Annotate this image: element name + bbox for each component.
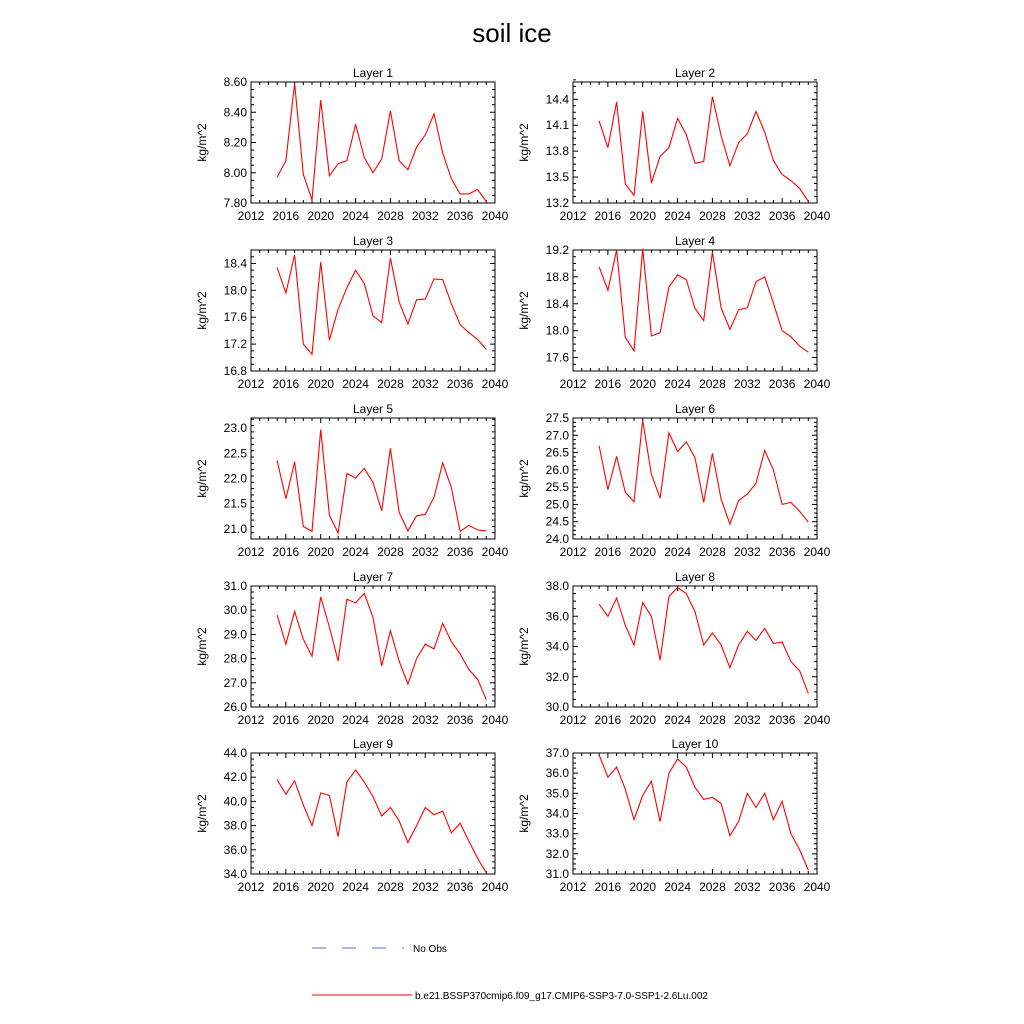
y-tick-label: 22.5 xyxy=(223,446,247,461)
x-tick-label: 2032 xyxy=(411,880,439,894)
y-tick-label: 13.2 xyxy=(545,196,569,210)
legend-obs-label: No Obs xyxy=(413,944,447,955)
x-tick-label: 2024 xyxy=(664,713,691,727)
y-tick-label: 36.0 xyxy=(223,842,247,857)
panel-layer-2 xyxy=(517,66,831,223)
y-axis-label: kg/m^2 xyxy=(517,123,531,162)
series-line xyxy=(277,255,486,355)
panel-layer-8 xyxy=(517,570,831,727)
x-tick-label: 2020 xyxy=(307,209,335,223)
x-tick-label: 2020 xyxy=(307,545,335,559)
y-tick-label: 14.1 xyxy=(545,118,569,133)
y-tick-label: 18.4 xyxy=(223,256,247,271)
series-line xyxy=(599,755,808,870)
y-tick-label: 29.0 xyxy=(223,627,247,642)
plot-frame xyxy=(573,586,817,707)
x-tick-label: 2028 xyxy=(699,545,726,559)
y-tick-label: 17.6 xyxy=(545,350,569,365)
x-tick-label: 2028 xyxy=(377,713,404,727)
y-tick-label: 34.0 xyxy=(545,639,569,654)
y-tick-label: 17.6 xyxy=(223,310,247,325)
x-tick-label: 2016 xyxy=(272,377,300,391)
x-tick-label: 2012 xyxy=(559,377,587,391)
y-tick-label: 27.0 xyxy=(545,428,569,443)
y-axis-label: kg/m^2 xyxy=(195,291,209,330)
x-tick-label: 2012 xyxy=(559,209,587,223)
plot-frame xyxy=(573,753,817,874)
legend-model-label: b.e21.BSSP370cmip6.f09_g17.CMIP6-SSP3-7.0-SSP1-2.6Lu.002 xyxy=(415,991,708,1002)
y-tick-label: 37.0 xyxy=(545,746,569,760)
x-tick-label: 2028 xyxy=(699,209,726,223)
panel-layer-7 xyxy=(195,570,509,727)
x-tick-label: 2040 xyxy=(481,545,509,559)
y-tick-label: 18.0 xyxy=(223,283,247,298)
y-tick-label: 21.5 xyxy=(223,496,247,511)
x-tick-label: 2012 xyxy=(559,713,587,727)
x-tick-label: 2028 xyxy=(377,377,404,391)
x-tick-label: 2024 xyxy=(342,713,369,727)
x-tick-label: 2020 xyxy=(629,545,657,559)
panel-title: Layer 9 xyxy=(352,737,394,751)
x-tick-label: 2016 xyxy=(594,880,622,894)
panel-title: Layer 2 xyxy=(674,66,716,80)
y-tick-label: 36.0 xyxy=(545,766,569,781)
y-tick-label: 30.0 xyxy=(545,700,569,714)
x-tick-label: 2012 xyxy=(237,713,265,727)
series-line xyxy=(277,593,486,699)
panel-title: Layer 4 xyxy=(674,234,716,248)
y-axis-label: kg/m^2 xyxy=(517,459,531,498)
x-tick-label: 2016 xyxy=(272,713,300,727)
y-tick-label: 13.8 xyxy=(545,144,569,159)
x-tick-label: 2036 xyxy=(768,377,796,391)
x-tick-label: 2020 xyxy=(629,377,657,391)
x-tick-label: 2040 xyxy=(803,545,831,559)
x-tick-label: 2024 xyxy=(342,880,369,894)
y-tick-label: 21.0 xyxy=(223,521,247,536)
series-line xyxy=(599,420,808,524)
x-tick-label: 2032 xyxy=(733,377,761,391)
plot-frame xyxy=(251,586,495,707)
y-tick-label: 34.0 xyxy=(223,867,247,881)
y-tick-label: 18.8 xyxy=(545,269,569,284)
legend xyxy=(312,944,708,1002)
x-tick-label: 2016 xyxy=(594,209,622,223)
x-tick-label: 2032 xyxy=(411,377,439,391)
x-tick-label: 2020 xyxy=(307,880,335,894)
y-axis-label: kg/m^2 xyxy=(195,459,209,498)
x-tick-label: 2016 xyxy=(272,880,300,894)
panel-layer-5 xyxy=(195,402,509,559)
y-tick-label: 8.60 xyxy=(223,75,247,89)
y-tick-label: 19.2 xyxy=(545,243,569,257)
panel-title: Layer 3 xyxy=(352,234,394,248)
y-tick-label: 26.0 xyxy=(545,462,569,477)
x-tick-label: 2036 xyxy=(446,880,474,894)
x-tick-label: 2028 xyxy=(377,545,404,559)
y-tick-label: 23.0 xyxy=(223,421,247,436)
y-tick-label: 25.5 xyxy=(545,480,569,495)
y-tick-label: 27.5 xyxy=(545,411,569,425)
y-tick-label: 24.0 xyxy=(545,532,569,546)
panel-layer-4 xyxy=(517,234,831,391)
x-tick-label: 2016 xyxy=(594,713,622,727)
x-tick-label: 2020 xyxy=(629,880,657,894)
x-tick-label: 2012 xyxy=(559,880,587,894)
x-tick-label: 2012 xyxy=(237,377,265,391)
y-tick-label: 27.0 xyxy=(223,675,247,690)
series-line xyxy=(599,97,808,202)
x-tick-label: 2032 xyxy=(733,713,761,727)
x-tick-label: 2040 xyxy=(803,713,831,727)
x-tick-label: 2028 xyxy=(699,377,726,391)
y-tick-label: 38.0 xyxy=(223,818,247,833)
panel-title: Layer 6 xyxy=(674,402,716,416)
x-tick-label: 2024 xyxy=(664,209,691,223)
x-tick-label: 2012 xyxy=(237,545,265,559)
panel-layer-3 xyxy=(195,234,509,391)
y-tick-label: 26.0 xyxy=(223,700,247,714)
y-axis-label: kg/m^2 xyxy=(517,291,531,330)
x-tick-label: 2016 xyxy=(272,545,300,559)
y-tick-label: 33.0 xyxy=(545,826,569,841)
y-tick-label: 17.2 xyxy=(223,337,247,352)
x-tick-label: 2024 xyxy=(342,377,369,391)
x-tick-label: 2024 xyxy=(664,880,691,894)
y-tick-label: 16.8 xyxy=(223,364,247,378)
y-tick-label: 38.0 xyxy=(545,579,569,593)
y-tick-label: 32.0 xyxy=(545,669,569,684)
y-tick-label: 31.0 xyxy=(545,867,569,881)
y-tick-label: 8.00 xyxy=(223,165,247,180)
x-tick-label: 2020 xyxy=(629,713,657,727)
x-tick-label: 2040 xyxy=(481,880,509,894)
figure-title: soil ice xyxy=(472,18,552,48)
x-tick-label: 2024 xyxy=(342,209,369,223)
x-tick-label: 2040 xyxy=(803,209,831,223)
y-tick-label: 40.0 xyxy=(223,794,247,809)
x-tick-label: 2036 xyxy=(768,713,796,727)
x-tick-label: 2036 xyxy=(446,377,474,391)
x-tick-label: 2036 xyxy=(768,209,796,223)
x-tick-label: 2024 xyxy=(342,545,369,559)
x-tick-label: 2028 xyxy=(699,713,726,727)
y-tick-label: 34.0 xyxy=(545,806,569,821)
plot-frame xyxy=(573,250,817,371)
series-line xyxy=(599,249,808,353)
y-tick-label: 18.0 xyxy=(545,323,569,338)
x-tick-label: 2040 xyxy=(481,377,509,391)
y-tick-label: 24.5 xyxy=(545,514,569,529)
x-tick-label: 2040 xyxy=(803,880,831,894)
panels xyxy=(195,66,831,894)
x-tick-label: 2020 xyxy=(307,713,335,727)
x-tick-label: 2012 xyxy=(237,209,265,223)
panel-layer-6 xyxy=(517,402,831,559)
x-tick-label: 2032 xyxy=(733,209,761,223)
x-tick-label: 2040 xyxy=(481,713,509,727)
series-line xyxy=(277,430,486,533)
x-tick-label: 2040 xyxy=(803,377,831,391)
x-tick-label: 2032 xyxy=(411,209,439,223)
x-tick-label: 2012 xyxy=(559,545,587,559)
panel-title: Layer 5 xyxy=(352,402,394,416)
x-tick-label: 2036 xyxy=(768,880,796,894)
y-axis-label: kg/m^2 xyxy=(195,123,209,162)
panel-layer-9 xyxy=(195,737,509,894)
panel-layer-1 xyxy=(195,66,509,223)
series-line xyxy=(277,770,486,873)
x-tick-label: 2024 xyxy=(664,377,691,391)
y-tick-label: 8.20 xyxy=(223,135,247,150)
y-tick-label: 32.0 xyxy=(545,846,569,861)
x-tick-label: 2016 xyxy=(272,209,300,223)
x-tick-label: 2020 xyxy=(629,209,657,223)
panel-layer-10 xyxy=(517,737,831,894)
y-tick-label: 14.4 xyxy=(545,92,569,107)
series-line xyxy=(599,588,808,694)
y-axis-label: kg/m^2 xyxy=(195,794,209,833)
x-tick-label: 2032 xyxy=(733,880,761,894)
x-tick-label: 2012 xyxy=(237,880,265,894)
y-tick-label: 13.5 xyxy=(545,170,569,185)
x-tick-label: 2016 xyxy=(594,545,622,559)
plot-frame xyxy=(251,753,495,874)
x-tick-label: 2036 xyxy=(446,713,474,727)
y-tick-label: 36.0 xyxy=(545,609,569,624)
x-tick-label: 2028 xyxy=(699,880,726,894)
y-tick-label: 44.0 xyxy=(223,746,247,760)
x-tick-label: 2028 xyxy=(377,880,404,894)
y-tick-label: 30.0 xyxy=(223,603,247,618)
x-tick-label: 2028 xyxy=(377,209,404,223)
y-tick-label: 22.0 xyxy=(223,471,247,486)
plot-frame xyxy=(251,250,495,371)
y-tick-label: 31.0 xyxy=(223,579,247,593)
y-axis-label: kg/m^2 xyxy=(195,627,209,666)
y-tick-label: 42.0 xyxy=(223,770,247,785)
x-tick-label: 2032 xyxy=(411,545,439,559)
x-tick-label: 2036 xyxy=(446,209,474,223)
panel-title: Layer 8 xyxy=(674,570,716,584)
y-tick-label: 18.4 xyxy=(545,296,569,311)
y-tick-label: 7.80 xyxy=(223,196,247,210)
x-tick-label: 2040 xyxy=(481,209,509,223)
x-tick-label: 2016 xyxy=(594,377,622,391)
x-tick-label: 2024 xyxy=(664,545,691,559)
panel-title: Layer 1 xyxy=(352,66,394,80)
x-tick-label: 2036 xyxy=(768,545,796,559)
plot-frame xyxy=(573,418,817,539)
y-tick-label: 25.0 xyxy=(545,497,569,512)
y-tick-label: 26.5 xyxy=(545,445,569,460)
x-tick-label: 2020 xyxy=(307,377,335,391)
panel-title: Layer 7 xyxy=(352,570,394,584)
x-tick-label: 2036 xyxy=(446,545,474,559)
plot-frame xyxy=(573,82,817,203)
x-tick-label: 2032 xyxy=(411,713,439,727)
y-tick-label: 28.0 xyxy=(223,651,247,666)
x-tick-label: 2032 xyxy=(733,545,761,559)
y-axis-label: kg/m^2 xyxy=(517,627,531,666)
y-tick-label: 8.40 xyxy=(223,105,247,120)
series-line xyxy=(277,84,486,202)
y-tick-label: 35.0 xyxy=(545,786,569,801)
y-axis-label: kg/m^2 xyxy=(517,794,531,833)
panel-title: Layer 10 xyxy=(671,737,719,751)
